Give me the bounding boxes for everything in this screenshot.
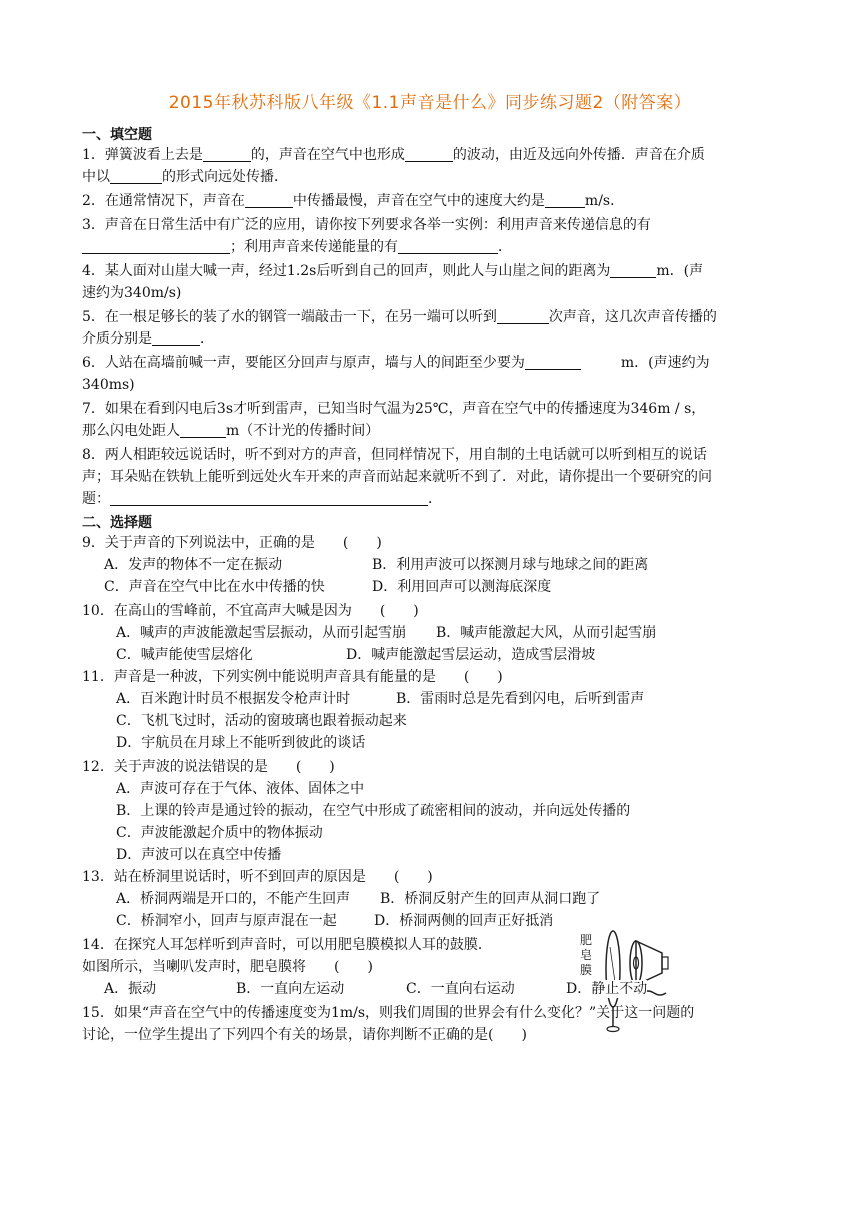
question-4-line-2: 速约为340m/s) <box>82 285 182 301</box>
question-3-line-1: 3．声音在日常生活中有广泛的应用，请你按下列要求各举一实例：利用声音来传递信息的有 <box>82 217 651 233</box>
q5-text-d: ． <box>200 331 214 347</box>
question-2 <box>82 192 624 210</box>
soap-film-label: 肥皂膜 <box>580 933 593 977</box>
section-multiple-choice: 二、选择题 <box>82 515 152 531</box>
speaker-icon <box>630 941 668 985</box>
question-10-stem: 10．在高山的雪峰前，不宜高声大喊是因为 ( ) <box>82 603 419 619</box>
question-14-line-2: 如图所示，当喇叭发声时，肥皂膜将 ( ) <box>82 959 373 975</box>
q6-text-b: m．(声速约为 <box>620 355 710 371</box>
q6-blank-1[interactable] <box>525 355 581 370</box>
question-12-option-a[interactable]: A．声波可存在于气体、液体、固体之中 <box>116 781 365 797</box>
q3-text-c: ． <box>498 239 512 255</box>
q7-text-b: 那么闪电处距人 <box>82 423 180 439</box>
question-14-option-b[interactable]: B．一直向左运动 <box>236 981 345 997</box>
question-14-option-c[interactable]: C．一直向右运动 <box>406 981 515 997</box>
q3-text-b: ；利用声音来传递能量的有 <box>230 239 398 255</box>
question-9-option-b[interactable]: B．利用声波可以探测月球与地球之间的距离 <box>372 557 649 573</box>
question-11-option-b[interactable]: B．雷雨时总是先看到闪电，后听到雷声 <box>396 691 645 707</box>
q1-blank-3[interactable] <box>110 169 162 184</box>
question-8-line-3 <box>82 490 442 508</box>
q1-text-e: 的形式向远处传播． <box>162 169 288 185</box>
q4-text-b: m．(声 <box>656 263 704 279</box>
question-13-stem: 13．站在桥洞里说话时，听不到回声的原因是 ( ) <box>82 869 433 885</box>
q5-blank-1[interactable] <box>497 309 549 324</box>
question-12-option-c[interactable]: C．声波能激起介质中的物体振动 <box>116 825 323 841</box>
question-12-stem: 12．关于声波的说法错误的是 ( ) <box>82 759 335 775</box>
question-13-option-a[interactable]: A．桥洞两端是开口的，不能产生回声 <box>116 891 351 907</box>
q1-blank-2[interactable] <box>405 147 453 162</box>
question-7-line-1: 7．如果在看到闪电后3s才听到雷声，已知当时气温为25℃，声音在空气中的传播速度为346m / s， <box>82 401 706 417</box>
q8-text-c: 题： <box>82 491 110 507</box>
question-14-option-a[interactable]: A．振动 <box>104 981 157 997</box>
q5-text-a: 5．在一根足够长的装了水的钢管一端敲击一下，在另一端可以听到 <box>82 309 497 325</box>
question-14-line-1: 14．在探究人耳怎样听到声音时，可以用肥皂膜模拟人耳的鼓膜． <box>82 937 492 953</box>
question-1-line-2 <box>82 168 288 186</box>
question-9-option-a[interactable]: A．发声的物体不一定在振动 <box>104 557 283 573</box>
question-9-option-c[interactable]: C．声音在空气中比在水中传播的快 <box>104 579 325 595</box>
q5-text-c: 介质分别是 <box>82 331 152 347</box>
question-10-option-a[interactable]: A．喊声的声波能激起雪层振动，从而引起雪崩 <box>116 625 407 641</box>
q1-text-c: 的波动，由近及远向外传播．声音在介质 <box>452 147 705 163</box>
section-fill-in: 一、填空题 <box>82 127 152 143</box>
question-12-option-d[interactable]: D．声波可以在真空中传播 <box>116 847 282 863</box>
q2-blank-2[interactable] <box>545 193 585 208</box>
q6-text-a: 6．人站在高墙前喊一声，要能区分回声与原声，墙与人的间距至少要为 <box>82 355 525 371</box>
question-6-line-1 <box>82 354 710 372</box>
question-10-option-b[interactable]: B．喊声能激起大风，从而引起雪崩 <box>436 625 657 641</box>
q3-blank-2[interactable] <box>398 239 498 254</box>
q7-blank-1[interactable] <box>180 423 226 438</box>
question-12-option-b[interactable]: B．上课的铃声是通过铃的振动，在空气中形成了疏密相间的波动，并向远处传播的 <box>116 803 631 819</box>
question-10-option-c[interactable]: C．喊声能使雪层熔化 <box>116 647 253 663</box>
page-title: 2015年秋苏科版八年级《1.1声音是什么》同步练习题2（附答案） <box>168 93 692 113</box>
q4-text-a: 4．某人面对山崖大喊一声，经过1.2s后听到自己的回声，则此人与山崖之间的距离为 <box>82 263 611 279</box>
question-15-line-2: 讨论，一位学生提出了下列四个有关的场景，请你判断不正确的是( ) <box>82 1027 527 1043</box>
question-10-option-d[interactable]: D．喊声能激起雪层运动，造成雪层滑坡 <box>346 647 596 663</box>
q7-text-c: m（不计光的传播时间） <box>226 423 380 439</box>
q5-text-b: 次声音，这几次声音传播的 <box>548 309 717 325</box>
question-5-line-1 <box>82 308 717 326</box>
question-9-stem: 9．关于声音的下列说法中，正确的是 ( ) <box>82 535 382 551</box>
question-5-line-2 <box>82 330 214 348</box>
question-8-line-2: 声；耳朵贴在铁轨上能听到远处火车开来的声音而站起来就听不到了．对此，请你提出一个要研究的问 <box>82 469 712 485</box>
q3-blank-1[interactable] <box>82 239 230 254</box>
question-15-line-1: 15．如果“声音在空气中的传播速度变为1m/s，则我们周围的世界会有什么变化？”关于这一问题的 <box>82 1005 695 1021</box>
q8-text-d: ． <box>428 491 442 507</box>
question-13-option-c[interactable]: C．桥洞窄小，回声与原声混在一起 <box>116 913 337 929</box>
question-13-option-d[interactable]: D．桥洞两侧的回声正好抵消 <box>374 913 554 929</box>
question-11-option-d[interactable]: D．宇航员在月球上不能听到彼此的谈话 <box>116 735 366 751</box>
question-8-line-1: 8．两人相距较远说话时，听不到对方的声音，但同样情况下，用自制的土电话就可以听到相互的说话 <box>82 447 707 463</box>
question-14-option-d[interactable]: D．静止不动 <box>566 981 648 997</box>
q4-blank-1[interactable] <box>610 263 656 278</box>
question-7-line-2 <box>82 422 379 440</box>
q2-text-b: 中传播最慢，声音在空气中的速度大约是 <box>292 193 545 209</box>
q8-blank-1[interactable] <box>110 491 428 506</box>
q2-blank-1[interactable] <box>245 193 293 208</box>
q5-blank-2[interactable] <box>152 331 200 346</box>
question-11-stem: 11．声音是一种波，下列实例中能说明声音具有能量的是 ( ) <box>82 669 503 685</box>
q1-text-d: 中以 <box>82 169 110 185</box>
q1-text-a: 1．弹簧波看上去是 <box>82 147 203 163</box>
question-3-line-2 <box>82 238 512 256</box>
q2-text-a: 2．在通常情况下，声音在 <box>82 193 245 209</box>
q2-text-c: m/s． <box>584 193 625 209</box>
question-4-line-1 <box>82 262 703 280</box>
question-13-option-b[interactable]: B．桥洞反射产生的回声从洞口跑了 <box>380 891 601 907</box>
question-1-line-1 <box>82 146 705 164</box>
question-11-option-a[interactable]: A．百米跑计时员不根据发令枪声计时 <box>116 691 351 707</box>
question-9-option-d[interactable]: D．利用回声可以测海底深度 <box>372 579 552 595</box>
question-11-option-c[interactable]: C．飞机飞过时，活动的窗玻璃也跟着振动起来 <box>116 713 407 729</box>
q1-blank-1[interactable] <box>203 147 251 162</box>
question-6-line-2: 340ms) <box>82 377 135 393</box>
q1-text-b: 的，声音在空气中也形成 <box>250 147 405 163</box>
